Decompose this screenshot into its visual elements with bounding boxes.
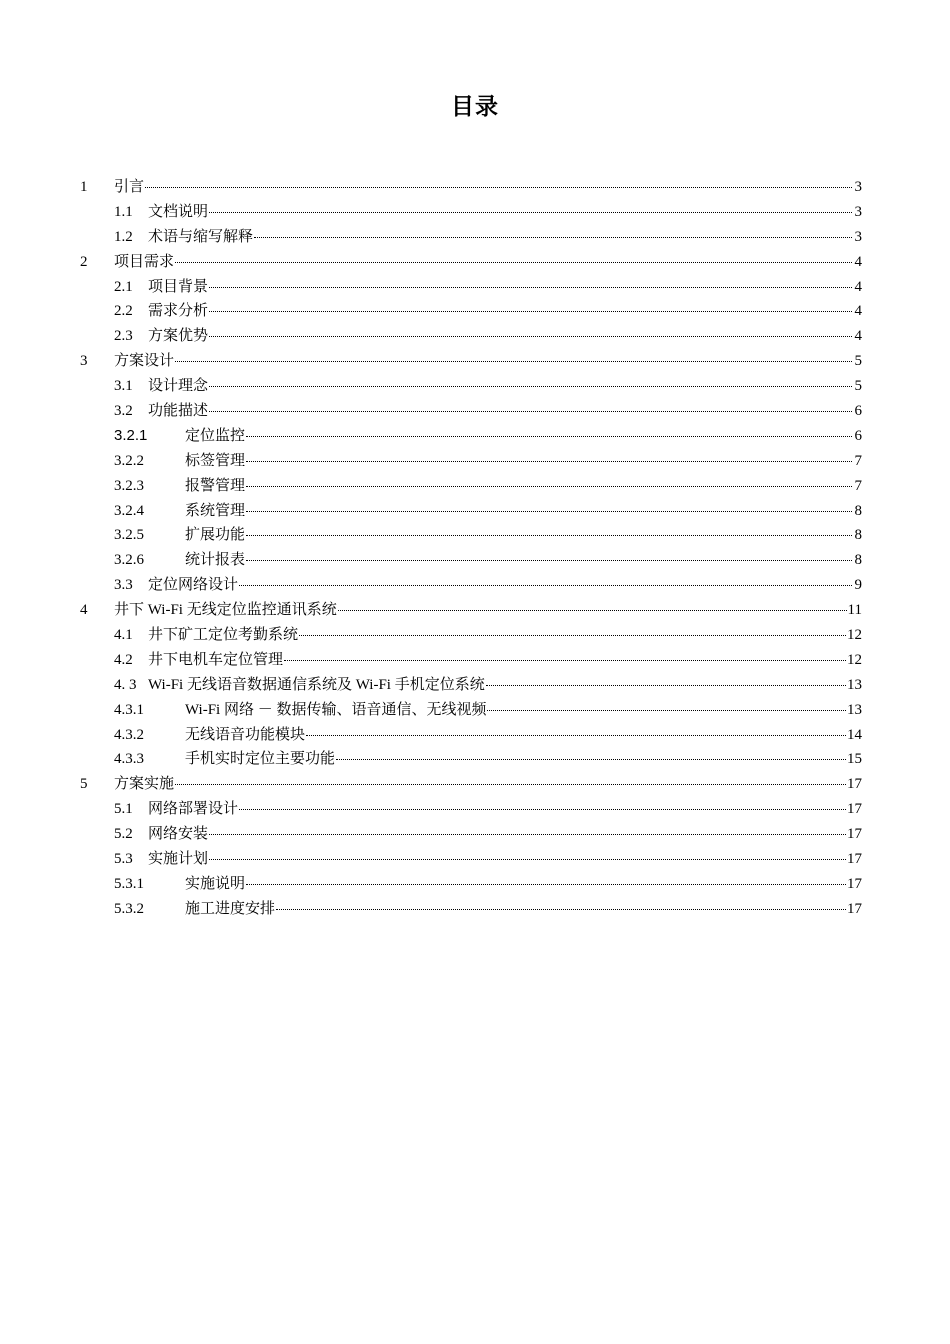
toc-entry-page-number: 7 <box>854 452 862 469</box>
toc-entry-page-number: 17 <box>847 851 862 868</box>
toc-entry[interactable] <box>80 374 862 399</box>
toc-entry-title: 定位网络设计 <box>148 577 239 594</box>
toc-entry-page-number: 7 <box>854 477 862 494</box>
toc-entry-title: Wi-Fi 无线语音数据通信系统及 Wi-Fi 手机定位系统 <box>148 676 485 693</box>
dot-leader <box>209 287 852 288</box>
toc-entry-number: 5 <box>80 776 88 793</box>
dot-leader <box>175 784 846 785</box>
dot-leader <box>209 311 852 312</box>
dot-leader <box>246 436 852 437</box>
toc-entry-title: 井下 Wi-Fi 无线定位监控通讯系统 <box>114 602 337 619</box>
toc-entry-page-number: 8 <box>854 552 862 569</box>
toc-entry-page-number: 15 <box>847 751 862 768</box>
toc-entry-number: 1.2 <box>114 228 133 245</box>
toc-entry-page-number: 4 <box>854 328 862 345</box>
toc-entry-page-number: 5 <box>854 378 862 395</box>
toc-entry-page-number: 13 <box>847 676 862 693</box>
toc-entry-title: 网络部署设计 <box>148 801 239 818</box>
toc-entry-title: 统计报表 <box>185 552 246 569</box>
toc-entry[interactable] <box>80 275 862 300</box>
toc-entry[interactable] <box>80 673 862 698</box>
toc-entry[interactable] <box>80 299 862 324</box>
dot-leader <box>338 610 847 611</box>
toc-entry[interactable] <box>80 349 862 374</box>
toc-entry-number: 1.1 <box>114 203 133 220</box>
toc-entry[interactable] <box>80 698 862 723</box>
dot-leader <box>209 859 846 860</box>
dot-leader <box>284 660 846 661</box>
toc-entry-number: 4.3.3 <box>114 751 144 768</box>
toc-entry-number: 3.1 <box>114 378 133 395</box>
dot-leader <box>239 585 852 586</box>
toc-entry-number: 5.3.2 <box>114 900 144 917</box>
toc-entry-page-number: 6 <box>854 427 862 444</box>
toc-entry-title: 报警管理 <box>185 477 246 494</box>
toc-entry-number: 3.3 <box>114 577 133 594</box>
toc-entry-title: 无线语音功能模块 <box>185 726 306 743</box>
toc-entry-number: 3.2.2 <box>114 452 144 469</box>
toc-entry[interactable] <box>80 847 862 872</box>
toc-entry-number: 5.3 <box>114 851 133 868</box>
dot-leader <box>276 909 846 910</box>
toc-entry-title: 功能描述 <box>148 403 209 420</box>
toc-entry-number: 5.2 <box>114 826 133 843</box>
toc-entry-page-number: 9 <box>854 577 862 594</box>
toc-entry-page-number: 3 <box>854 228 862 245</box>
toc-entry-page-number: 4 <box>854 253 862 270</box>
toc-entry[interactable] <box>80 797 862 822</box>
toc-entry[interactable] <box>80 548 862 573</box>
toc-entry-number: 4.2 <box>114 651 133 668</box>
toc-entry-title: 定位监控 <box>185 427 246 444</box>
toc-entry[interactable] <box>80 424 862 449</box>
toc-entry[interactable] <box>80 200 862 225</box>
toc-entry-page-number: 13 <box>847 701 862 718</box>
toc-entry-page-number: 5 <box>854 353 862 370</box>
toc-entry-page-number: 4 <box>854 303 862 320</box>
toc-entry[interactable] <box>80 747 862 772</box>
toc-entry-title: 方案实施 <box>114 776 175 793</box>
toc-entry-number: 5.1 <box>114 801 133 818</box>
dot-leader <box>254 237 852 238</box>
dot-leader <box>209 336 852 337</box>
toc-entry-page-number: 17 <box>847 801 862 818</box>
toc-entry[interactable] <box>80 623 862 648</box>
toc-entry-number: 3.2.5 <box>114 527 144 544</box>
toc-entry-number: 3.2.6 <box>114 552 144 569</box>
toc-entry-number: 2.3 <box>114 328 133 345</box>
dot-leader <box>209 386 852 387</box>
toc-entry-title: 术语与缩写解释 <box>148 228 254 245</box>
toc-entry-number: 1 <box>80 179 88 195</box>
toc-entry-number: 2.2 <box>114 303 133 320</box>
dot-leader <box>246 486 852 487</box>
toc-entry[interactable] <box>80 772 862 797</box>
toc-entry-number: 2.1 <box>114 278 133 295</box>
toc-entry-title: 项目背景 <box>148 278 209 295</box>
page-title: 目录 <box>451 94 499 120</box>
toc-entry-number: 4.1 <box>114 627 133 644</box>
toc-entry[interactable] <box>80 573 862 598</box>
toc-entry-title: 施工进度安排 <box>185 900 276 917</box>
toc-entry[interactable] <box>80 897 862 922</box>
dot-leader <box>239 809 846 810</box>
dot-leader <box>246 535 852 536</box>
toc-entry[interactable] <box>80 449 862 474</box>
toc-entry-title: 方案设计 <box>114 353 175 370</box>
dot-leader <box>209 411 852 412</box>
toc-entry-page-number: 12 <box>847 627 862 644</box>
toc-entry-title: 设计理念 <box>148 378 209 395</box>
toc-entry-page-number: 17 <box>847 900 862 917</box>
toc-entry[interactable] <box>80 324 862 349</box>
toc-entry-page-number: 4 <box>854 278 862 295</box>
toc-entry-page-number: 3 <box>854 179 862 195</box>
toc-entry-title: 系统管理 <box>185 502 246 519</box>
toc-entry-number: 5.3.1 <box>114 875 144 892</box>
dot-leader <box>336 759 846 760</box>
toc-entry[interactable] <box>80 250 862 275</box>
toc-entry-title: Wi-Fi 网络 － 数据传输、语音通信、无线视频 <box>185 701 487 718</box>
dot-leader <box>175 262 852 263</box>
toc-entry-title: 井下矿工定位考勤系统 <box>148 627 299 644</box>
dot-leader <box>145 187 852 188</box>
table-of-contents <box>80 175 862 922</box>
toc-entry-number: 4.3.2 <box>114 726 144 743</box>
toc-entry[interactable] <box>80 598 862 623</box>
toc-entry-title: 扩展功能 <box>185 527 246 544</box>
dot-leader <box>246 461 852 462</box>
toc-entry-number: 3.2.3 <box>114 477 144 494</box>
toc-entry-number: 3 <box>80 353 88 370</box>
dot-leader <box>246 511 852 512</box>
toc-entry[interactable] <box>80 723 862 748</box>
toc-entry-title: 实施说明 <box>185 875 246 892</box>
toc-entry-number: 3.2.1 <box>114 426 148 444</box>
toc-entry-page-number: 17 <box>847 776 862 793</box>
toc-entry-title: 项目需求 <box>114 253 175 270</box>
toc-entry-title: 手机实时定位主要功能 <box>185 751 336 768</box>
dot-leader <box>486 685 846 686</box>
toc-entry-number: 2 <box>80 253 88 270</box>
dot-leader <box>209 834 846 835</box>
toc-entry-number: 4. 3 <box>114 676 137 693</box>
dot-leader <box>299 635 846 636</box>
toc-entry[interactable] <box>80 225 862 250</box>
toc-entry[interactable] <box>80 175 862 200</box>
dot-leader <box>306 735 846 736</box>
toc-entry[interactable] <box>80 872 862 897</box>
dot-leader <box>175 361 852 362</box>
dot-leader <box>246 560 852 561</box>
toc-entry-page-number: 17 <box>847 875 862 892</box>
toc-entry-title: 方案优势 <box>148 328 209 345</box>
toc-entry-title: 引言 <box>114 179 145 195</box>
toc-entry-title: 实施计划 <box>148 851 209 868</box>
toc-entry[interactable] <box>80 474 862 499</box>
toc-entry[interactable] <box>80 523 862 548</box>
toc-entry-page-number: 8 <box>854 527 862 544</box>
toc-entry-page-number: 12 <box>847 651 862 668</box>
toc-entry-number: 3.2.4 <box>114 502 144 519</box>
toc-entry-title: 需求分析 <box>148 303 209 320</box>
toc-entry-page-number: 8 <box>854 502 862 519</box>
toc-entry-title: 网络安装 <box>148 826 209 843</box>
toc-entry[interactable] <box>80 822 862 847</box>
toc-entry-number: 4 <box>80 602 88 619</box>
toc-entry[interactable] <box>80 499 862 524</box>
dot-leader <box>209 212 852 213</box>
toc-entry[interactable] <box>80 648 862 673</box>
dot-leader <box>246 884 846 885</box>
toc-entry-title: 标签管理 <box>185 452 246 469</box>
toc-entry-page-number: 3 <box>854 203 862 220</box>
toc-entry-page-number: 11 <box>847 602 862 619</box>
toc-entry-title: 文档说明 <box>148 203 209 220</box>
toc-entry-page-number: 6 <box>854 403 862 420</box>
toc-entry-number: 3.2 <box>114 403 133 420</box>
toc-entry[interactable] <box>80 399 862 424</box>
toc-entry-page-number: 17 <box>847 826 862 843</box>
toc-entry-title: 井下电机车定位管理 <box>148 651 284 668</box>
dot-leader <box>487 710 846 711</box>
toc-entry-page-number: 14 <box>847 726 862 743</box>
toc-entry-number: 4.3.1 <box>114 701 144 718</box>
